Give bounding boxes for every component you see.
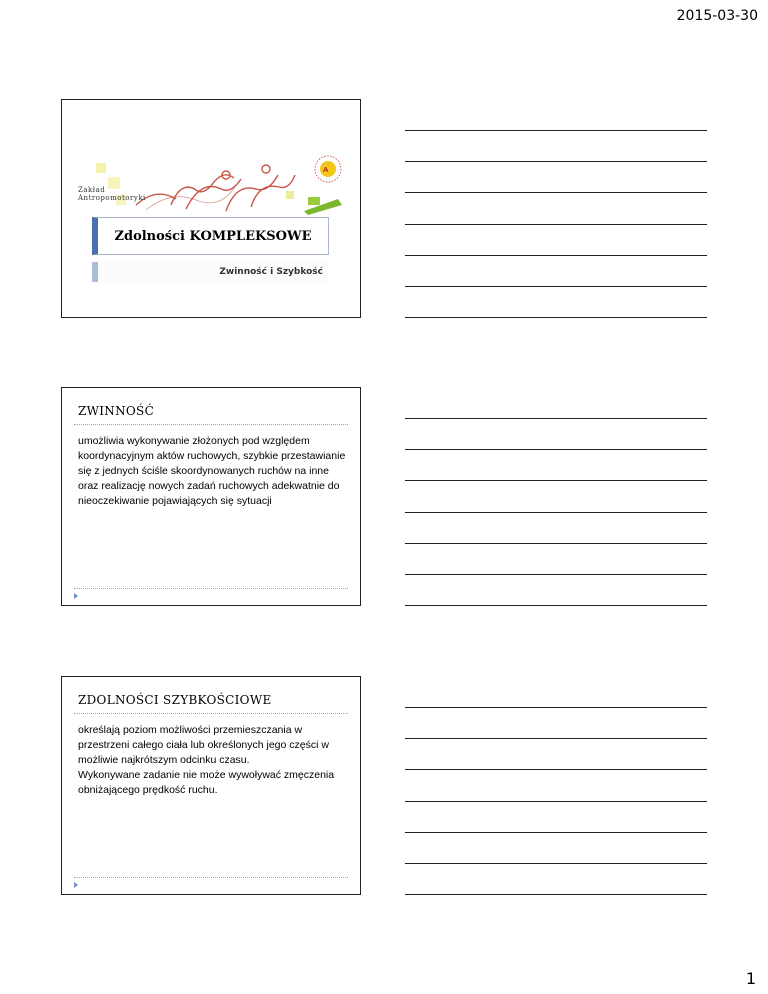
body-paragraph: Wykonywane zadanie nie może wywoływać zmęczenia obniżającego prędkość ruchu. xyxy=(78,769,335,796)
divider xyxy=(74,424,348,425)
note-line xyxy=(405,801,707,802)
slide-szybkosc xyxy=(61,676,361,895)
body-paragraph: określają poziom możliwości przemieszczania w przestrzeni całego ciała lub określonych jego części w możliwie najkrótszym odcinku czasu. xyxy=(78,724,329,766)
title-box xyxy=(92,217,329,255)
slide-heading: ZDOLNOŚCI SZYBKOŚCIOWE xyxy=(78,693,272,707)
slide-body xyxy=(78,723,348,798)
note-line xyxy=(405,130,707,131)
slide-title-text: Zdolności KOMPLEKSOWE xyxy=(114,228,312,244)
svg-text:A: A xyxy=(323,166,329,174)
note-line xyxy=(405,543,707,544)
note-line xyxy=(405,863,707,864)
note-line xyxy=(405,317,707,318)
note-line xyxy=(405,574,707,575)
note-line xyxy=(405,286,707,287)
note-line xyxy=(405,161,707,162)
note-line xyxy=(405,255,707,256)
print-date: 2015-03-30 xyxy=(676,8,758,24)
triangle-bullet-icon xyxy=(74,593,78,599)
note-line xyxy=(405,832,707,833)
note-line xyxy=(405,449,707,450)
department-line-2: Antropomotoryki xyxy=(78,194,146,202)
slide-heading: ZWINNOŚĆ xyxy=(78,404,155,418)
slide-title xyxy=(61,99,361,318)
note-line xyxy=(405,605,707,606)
triangle-bullet-icon xyxy=(74,882,78,888)
divider xyxy=(74,713,348,714)
note-line xyxy=(405,738,707,739)
slide-subtitle-text: Zwinność i Szybkość xyxy=(219,267,323,277)
divider xyxy=(74,588,348,589)
note-line xyxy=(405,512,707,513)
note-line xyxy=(405,769,707,770)
department-name xyxy=(78,186,146,202)
divider xyxy=(74,877,348,878)
page-number: 1 xyxy=(745,969,756,988)
subtitle-box xyxy=(92,262,329,282)
note-line xyxy=(405,192,707,193)
note-line xyxy=(405,480,707,481)
note-line xyxy=(405,418,707,419)
note-line xyxy=(405,894,707,895)
department-line-1: Zakład xyxy=(78,186,106,194)
slide-body: umożliwia wykonywanie złożonych pod względem koordynacyjnym aktów ruchowych, szybkie przestawianie się z jednych ściśle skoordynowanych ruchów na inne oraz realizację nowych zadań ruchowych adekwatnie do nieoczekiwanie pojawiających się sytuacji xyxy=(78,435,346,507)
note-line xyxy=(405,224,707,225)
note-line xyxy=(405,707,707,708)
slide-zwinnosc xyxy=(61,387,361,606)
